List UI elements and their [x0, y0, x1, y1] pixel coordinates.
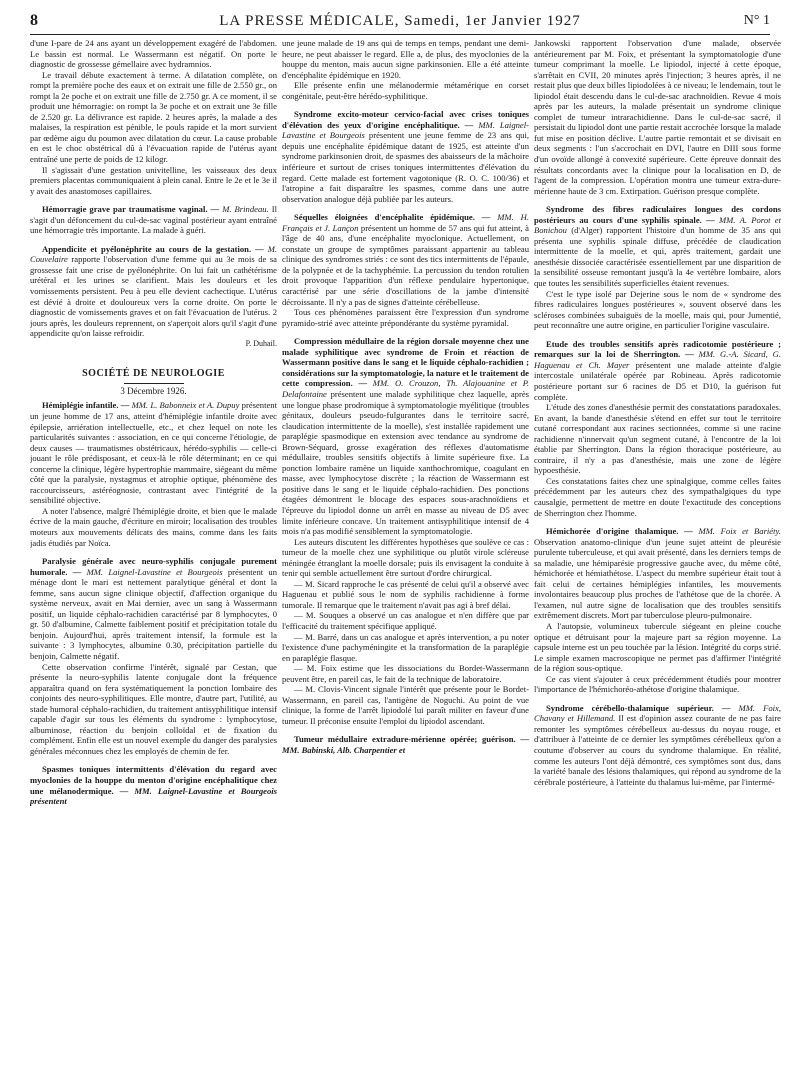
article-entry	[282, 212, 529, 307]
article-authors: M. Brindeau.	[222, 204, 269, 215]
paragraph: Les auteurs discutent les différentes hypothèses que soulève ce cas : tumeur de la moelle chez une syphilitique ou plutôt virole scléreuse méningée étranglant la moelle dorsale; puis ils envisagent la conduite à tenir qui semble actuellement être surtout d'ordre chirurgical.	[282, 536, 529, 579]
article-body: présentent un homme de 57 ans qui fut atteint, à l'âge de 40 ans, d'une encéphalite myoclonique. Actuellement, on constate un groupe de symptômes paraissant appartenir au tableau clinique des syndromes striés : ce sont des tics intermittents de l'épaule, de la polypnée et de la tachyphémie. La percussion du tendon rotulien droit provoque l'apparition d'un réflexe pendulaire hypertonique, caractérisé par une série d'oscillations de la jambe d'intensité décroissante. Il n'y a pas de signes d'atteinte cérébelleuse.	[282, 222, 529, 307]
article-title: Syndrome des fibres radiculaires longues des cordons postérieurs au cours d'une syphilis spinale. —	[534, 204, 781, 225]
article-title: Spasmes toniques intermittents d'élévation du regard avec myoclonies de la houppe du menton d'origine encéphalitique chez une mélanodermique.	[30, 764, 277, 796]
article-entry	[30, 244, 277, 339]
page-number: 8	[30, 12, 38, 29]
article-title: Etude des troubles sensitifs après radicotomie postérieure ; remarques sur la loi de Sherrington. —	[534, 338, 781, 360]
article-authors: M. Couvelaire	[30, 243, 277, 265]
article-body: présentent un ménage dont le mari est nettement paralytique général et dont la femme, sans aucun signe clinique objectif, d'affection organique du système nerveux, avait en Mai dernier, avec un sang à Wassermann positif, un liquide céphalo-rachidien caractérisé par 8 lymphocytes, 0 gr. 50 d'albumine, Calmette faiblement positif et précipitation totale du benjoin. Aujourd'hui, après traitement intensif, la formule est la suivante : 3 lymphocytes, albumine 0.30, précipitation partielle du benjoin, Calmette négatif.	[30, 566, 277, 661]
article-title: Séquelles éloignées d'encéphalite épidémique. —	[294, 212, 491, 223]
article-body: rapporte l'observation d'une femme qui au 3e mois de sa grossesse fait une crise de pyélonéphrite. On lui fait un cathétérisme urétéral et les urines se clarifient. Mais les douleurs et les vomissements persistent. Peu à peu elle devient cachectique. L'utérus est dévié à droite et douloureux vers la corne droite. On porte le diagnostic de vomissements graves et on fait l'évacuation de l'utérus. 2 jours après, les douleurs reprennent, on s'aperçoit alors qu'il s'agit d'une appendicite qu'on laisse refroidir.	[30, 254, 277, 339]
article-authors: MM. O. Crouzon, Th. Alajouanine et P. Delafontaine	[282, 378, 529, 399]
column-2	[282, 38, 529, 1070]
paragraph: C'est le type isolé par Dejerine sous le nom de « syndrome des fibres radiculaires longues postérieures », souvent observé dans les scléroses combinées subaiguës de la moelle, mais qui, pour Jumentié, peut reconnaître une autre origine, en particulier l'origine vasculaire.	[534, 288, 781, 331]
column-1	[30, 38, 277, 1070]
article-authors: MM. Foix, Chavany et Hillemand.	[534, 702, 781, 724]
column-3	[534, 38, 781, 1070]
paragraph: Ces constatations faites chez une spinalgique, comme celles faites précédemment par les auteurs chez des sympathalgiques du type causalgie, permettent de mettre en doute l'exactitude des conceptions de Sherrington chez l'homme.	[534, 475, 781, 518]
article-authors: MM. Laignel-Lavastine et Bourgeois	[282, 119, 529, 141]
article-authors: MM. H. Français et J. Lançon	[282, 212, 529, 233]
paragraph: Ce cas vient s'ajouter à ceux précédemment étudiés pour montrer l'importance de l'hémichoréo-athétose d'origine thalamique.	[534, 673, 781, 695]
article-entry	[282, 336, 529, 536]
article-entry	[30, 204, 277, 236]
paragraph: Il s'agissait d'une gestation univitelline, les vaisseaux des deux premiers placentas communiquaient à plein canal. Entre le 2e et le 3e il y avait des anastomoses capillaires.	[30, 164, 277, 196]
paragraph: L'étude des zones d'anesthésie permit des constatations paradoxales. En avant, la bande d'anesthésie s'étend en effet sur tout le territoire cutané correspondant aux racines sectionnées, comme si une racine rachidienne n'innervait qu'un segment cutané, à l'encontre de la loi établie par Sherrington. Dans la région thoracique postérieure, au contraire, il n'y a pas d'anesthésie, mais une zone de légère hypoesthésie.	[534, 402, 781, 476]
article-entry	[30, 400, 277, 505]
article-body: Il s'agit d'un défoncement du cul-de-sac vaginal postérieur ayant entraîné une hémorragie très importante. La malade à guéri.	[30, 204, 277, 236]
article-body: présentent une jeune femme de 23 ans qui, depuis une encéphalite épidémique datant de 1925, est atteinte d'un syndrome parkinsonien droit, de spasmes des abaisseurs de la mâchoire inférieure et surtout de crises toniques intermittentes d'élévation du regard. Cette malade est fortement vagotonique (R. O. C. 100/36) et l'atropine a fait disparaître les spasmes, comme dans une autre observation analogue déjà publiée par les auteurs.	[282, 130, 529, 204]
paragraph: une jeune malade de 19 ans qui de temps en temps, pendant une demi-heure, ne peut abaisser le regard. Elle a, de plus, des myoclonies de la houppe du menton, mais aucun signe parkinsonien. Elle a été atteinte d'encéphalite épidémique en 1920.	[282, 38, 529, 80]
article-body: présentent une malade syphilitique chez laquelle, après une longue phase prodromique à symptomatologie myélitique (troubles génitaux, douleurs pseudo-fulgurantes dans le territoire sacré, claudication intermittente de la moelle), s'est installée rapidement une paraplégie spasmodique en extension avec tendance au syndrome de Brown-Séquard, grosse exagération des réflexes d'automatisme médullaire, troubles sensitifs objectifs à limite supérieure fixe. La ponction lombaire ramène un liquide xanthochromique, coagulant en masse, avec lymphocytose discrète ; la réaction de Wassermann est positive dans le sang et le liquide céphalo-rachidien. Des ponctions étagées démontrent le blocage des espaces sous-arachnoïdiens et l'épreuve du lipiodol donne un arrêt en masse au niveau de D5 avec limite inférieure concave. Un traitement antisyphilitique intensif de 4 mois n'a pas modifié sensiblement la symptomatologie.	[282, 388, 529, 537]
article-authors: — MM. Laignel-Lavastine et Bourgeois présentent	[30, 785, 277, 807]
journal-title: LA PRESSE MÉDICALE, Samedi, 1er Janvier 1927	[219, 13, 581, 29]
article-entry	[282, 109, 529, 204]
article-entry	[282, 734, 529, 755]
article-title: Hémiplégie infantile. —	[42, 400, 130, 411]
article-body: présentent une malade atteinte d'algie intercostale unilatérale opérée par Robineau. Après radicotomie postérieure portant sur 6 racines de D5 et D10, la guérison fut complète.	[534, 359, 781, 402]
article-title: Hémichorée d'origine thalamique. —	[546, 526, 693, 537]
article-entry	[30, 764, 277, 806]
signature: P. Duhail.	[245, 338, 277, 348]
issue-number: N° 1	[743, 13, 770, 28]
article-body: Observation anatomo-clinique d'un jeune sujet atteint de pleurésie purulente tuberculeuse, et qui avait présenté, dans les derniers temps de sa maladie, une hémiparésie progressive gauche avec, du même côté, hémichorée et hémiathétose. L'aspect du membre supérieur était tout à fait celui de certaines hémiplégies infantiles, les mouvements involontaires beaucoup plus proches de l'athétose que de la chorée. A l'examen, nul autre signe de localisation que des troubles sensitifs extrêmement discrets. Mort par tuberculose pleuro-pulmonaire.	[534, 536, 781, 621]
article-title: Syndrome cérébello-thalamique supérieur. —	[546, 702, 731, 713]
section-divider	[124, 383, 184, 384]
paragraph: A noter l'absence, malgré l'hémiplégie droite, et bien que le malade écrive de la main gauche, d'écriture en miroir; localisation des troubles moteurs aux mouvements délicats des mains, comme dans les faits jadis étudiés par Noïca.	[30, 505, 277, 548]
page-header	[30, 10, 770, 36]
article-entry	[534, 339, 781, 402]
article-entry	[534, 526, 781, 621]
paragraph: Le travail débute exactement à terme. A dilatation complète, on rompt la première poche des eaux et on extrait une fille de 2.550 gr., on rompt la 2e poche et on extrait une fille de 2.750 gr. A ce moment, il se produit une hémorragie: on rompt la 3e poche et on extrait une 3e fille de 2.520 gr. La délivrance est rapide. 2 heures après, la malade a des malaises, la respiration est pénible, le pouls rapide et la mort survient par œdème aigu du poumon avec dilatation du cœur. La cause probable en est le choc obstétrical dû à l'évacuation rapide de l'utérus ayant entraîné une perte de poids de 12 kilogr.	[30, 69, 277, 165]
paragraph: — M. Foix estime que les dissociations du Bordet-Wassermann peuvent être, en pareil cas, le fait de la technique de laboratoire.	[282, 663, 529, 684]
article-title: Tumeur médullaire extradure-mérienne opérée; guérison. —	[294, 734, 529, 745]
paragraph: — M. Clovis-Vincent signale l'intérêt que présente pour le Bordet-Wassermann, en pareil cas, l'antigène de Noguchi. Au point de vue clinique, la forme de l'arrêt lipiodolé lui paraît militer en faveur d'une tumeur. Il préconise ensuite l'emploi du lipiodol ascendant.	[282, 684, 529, 726]
article-authors: MM. Foix et Bariéty.	[698, 526, 781, 537]
session-date: 3 Décembre 1926.	[120, 385, 187, 396]
paragraph: d'une I-pare de 24 ans ayant un développement exagéré de l'abdomen. Le bassin est normal. Le Wassermann est négatif. On porte le diagnostic de grossesse gémellaire avec hydramnios.	[30, 38, 277, 70]
article-entry	[30, 556, 277, 661]
article-body: présentent un jeune homme de 17 ans, atteint d'hémiplégie infantile droite avec épilepsie, arriération intellectuelle, etc., et chez lequel on note les particularités suivantes : association, en ce qui concerne l'étiologie, de deux causes — traumatismes obstétricaux, hérédo-syphilis — celle-ci jouant le rôle prédisposant, et ceux-là le rôle déterminant; en ce qui concerne la clinique, légère hypertrophie mammaire, siégeant du même côté que la paralysie, nystagmus et atrophie optique, phénomène des raccourcisseurs, astéréognosie, contrastant avec l'intégrité de la sensibilité objective.	[30, 400, 277, 506]
paragraph: Jankowski rapportent l'observation d'une malade, observée antérieurement par M. Foix, et présentant la symptomatologie d'une tumeur comprimant la moelle. Le lipiodol, injecté à cette époque, s'arrêtait en CVII, 20 minutes après l'injection; 3 heures après, il ne restait plus que deux billes lipiodolées à ce niveau; le lendemain, tout le lipiodol était descendu dans le cul-de-sac arachnoïdien. Revue 4 mois après par les auteurs, la malade présentait un syndrome clinique complet de tumeur intrarachidienne. Dans le cul-de-sac sacré, il persistait du lipiodol dont une partie restait accrochée lorsque la malade fut mise en position déclive. L'autre partie remontait et se divisait en deux segments : l'un s'accrochait en DVI, l'autre en DIII sous forme d'un ovoïde allongé à convexité supérieure. Cette épreuve donnait des résultats concordants avec la clinique pour la localisation en D, de l'agent de la compression. L'opération montra une tumeur extra-dure-mérienne haute de 3 cm. Extirpation. Guérison presque complète.	[534, 38, 781, 196]
article-authors: MM. Laignel-Lavastine et Bourgeois	[86, 566, 223, 577]
header-rule	[30, 34, 770, 35]
article-title: Appendicite et pyélonéphrite au cours de la gestation. —	[42, 243, 264, 254]
article-title: Paralysie générale avec neuro-syphilis conjugale purement humorale. —	[30, 556, 277, 577]
article-authors: MM. L. Babonneix et A. Dupuy	[131, 400, 240, 411]
article-authors: MM. G.-A. Sicard, G. Haguenau et Ch. Mayer	[534, 349, 781, 370]
paragraph: Cette observation confirme l'intérêt, signalé par Cestan, que présente la neuro-syphilis latente conjugale dont la fréquence apparaîtra quand on fera systématiquement la ponction lombaire des conjoints des neuro-syphilitiques. Elle montre, d'autre part, l'utilité, au stade humoral céphalo-rachidien, du traitement antisyphilitique intensif capable d'agir sur tous les éléments du syndrome : lymphocytose, albuminose, réaction du benjoin colloïdal et de fixation du complément. Enfin elle est un nouvel exemple du danger des paralysies générales méconnues chez les employés de chemin de fer.	[30, 661, 277, 756]
paragraph: — M. Souques a observé un cas analogue et n'en diffère que par l'efficacité du traitement spécifique appliqué.	[282, 610, 529, 631]
article-authors: MM. Babinski, Alb. Charpentier et	[282, 745, 406, 755]
article-authors: MM. A. Porot et Bonichou	[534, 214, 781, 236]
paragraph: — M. Sicard rapproche le cas présenté de celui qu'il a observé avec Haguenau et publié sous le nom de syphilis rachidienne à forme tumorale. Il remarque que le traitement n'avait pas agi à bref délai.	[282, 578, 529, 610]
article-title: Compression médullaire de la région dorsale moyenne chez une malade syphilitique avec syndrome de Froin et réaction de Wassermann positive dans le sang et le liquide céphalo-rachidien ; considérations sur la symptomatologie, la nature et le traitement de cette compression. —	[282, 336, 529, 389]
paragraph: A l'autopsie, volumineux tubercule siégeant en pleine couche optique et détruisant pour la majeure part sa région moyenne. La capsule interne est un peu touchée par la lésion. Intégrité du corps strié. Le simple examen macroscopique ne permet pas d'affirmer l'intégrité de la région sous-optique.	[534, 620, 781, 674]
article-body: (d'Alger) rapportent l'histoire d'un homme de 35 ans qui présenta une syphilis spinale diffuse, précédée de claudication intermittente de la moelle, et qui, après traitement, gardait une anesthésie dissociée caractérisée essentiellement par une disparition de la sensibilité osseuse remontant jusqu'à la 4e vertèbre lombaire, alors que toutes les sensibilités superficielles étaient revenues.	[534, 225, 781, 289]
section-heading: SOCIÉTÉ DE NEUROLOGIE	[82, 368, 225, 380]
paragraph: Tous ces phénomènes paraissent être l'expression d'un syndrome pyramido-strié avec atteinte prépondérante du système pyramidal.	[282, 307, 529, 328]
article-title: Hémorragie grave par traumatisme vaginal. —	[42, 204, 220, 215]
paragraph: Elle présente enfin une mélanodermie métamérique en corset congénitale, peut-être hérédo-syphilitique.	[282, 80, 529, 101]
article-entry	[534, 703, 781, 787]
article-title: Syndrome excito-moteur cervico-facial avec crises toniques d'élévation des yeux d'origine encéphalitique. —	[282, 109, 529, 130]
article-body: Il est d'opinion assez courante de ne pas faire remonter les symptômes cérébelleux au-dessus du noyau rouge, et d'attribuer à l'atteinte de ce dernier les symptômes cérébelleux qu'on a coutume d'observer au cours du syndrome thalamique. En réalité, comme les auteurs l'ont déjà démontré, ces symptômes sont dus, dans la variété banale des lésions thalamiques, qui répond au syndrome de la cérébrale postérieure, à l'atteinte du thalamus lui-même, par l'intermé-	[534, 713, 781, 787]
article-entry	[534, 204, 781, 288]
paragraph: — M. Barré, dans un cas analogue et après intervention, a pu noter l'existence d'une pachyméningite et la transformation de la paraplégie en paraplégie flasque.	[282, 631, 529, 663]
